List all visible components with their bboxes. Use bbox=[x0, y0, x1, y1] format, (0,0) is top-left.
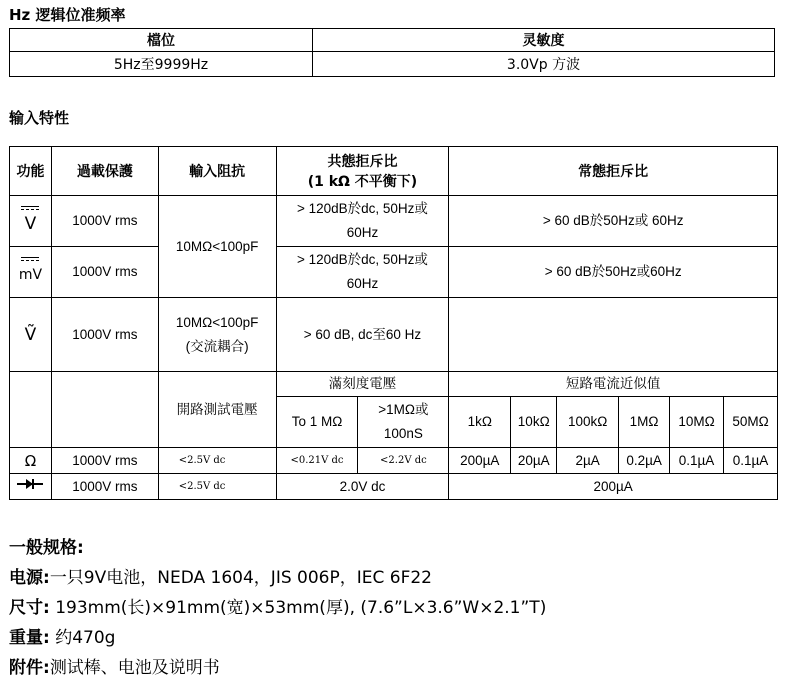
overload-header: 過載保護 bbox=[51, 147, 158, 196]
common-mode-title: 共態拒斥比 bbox=[327, 154, 398, 170]
ohm-current-1k: 200µA bbox=[449, 448, 511, 474]
vac-symbol: Ṽ bbox=[10, 298, 52, 372]
to-1m-header: To 1 MΩ bbox=[276, 397, 358, 448]
vac-normal bbox=[449, 298, 778, 372]
range-1m: 1MΩ bbox=[619, 397, 670, 448]
normal-mode-header: 常態拒斥比 bbox=[449, 147, 778, 196]
impedance-header: 輸入阻抗 bbox=[158, 147, 276, 196]
over-1m-header: >1MΩ或 100nS bbox=[358, 397, 449, 448]
range-1k: 1kΩ bbox=[449, 397, 511, 448]
range-header: 檔位 bbox=[10, 29, 313, 52]
common-mode-header bbox=[276, 147, 449, 196]
input-characteristics-table bbox=[9, 146, 778, 500]
ohm-overload: 1000V rms bbox=[51, 448, 158, 474]
ohm-current-10k: 20µA bbox=[511, 448, 557, 474]
dc-bar-icon bbox=[21, 257, 39, 261]
size-spec: 尺寸: 193mm(长)×91mm(宽)×53mm(厚), (7.6”L×3.6”W×2.1”T) bbox=[9, 598, 547, 618]
sensitivity-header: 灵敏度 bbox=[313, 29, 775, 52]
frequency-table bbox=[9, 28, 775, 77]
range-100k: 100kΩ bbox=[557, 397, 619, 448]
vdc-impedance: 10MΩ<100pF bbox=[158, 196, 276, 298]
mvdc-symbol: mV bbox=[10, 247, 52, 298]
vdc-symbol: V bbox=[10, 196, 52, 247]
ohm-icon: Ω bbox=[10, 448, 52, 474]
weight-spec: 重量: 约470g bbox=[9, 628, 116, 648]
diode-full-scale: 2.0V dc bbox=[276, 474, 449, 500]
range-value: 5Hz至9999Hz bbox=[10, 52, 313, 77]
dc-bar-icon bbox=[21, 206, 39, 210]
ohm-over-1m: <2.2V dc bbox=[358, 448, 449, 474]
ohm-current-1m: 0.2µA bbox=[619, 448, 670, 474]
range-50m: 50MΩ bbox=[724, 397, 778, 448]
open-circuit-header: 開路測試電壓 bbox=[158, 372, 276, 448]
short-circuit-header: 短路電流近似值 bbox=[449, 372, 778, 397]
vdc-normal: > 60 dB於50Hz或 60Hz bbox=[449, 196, 778, 247]
vdc-overload: 1000V rms bbox=[51, 196, 158, 247]
accessories-spec: 附件:测试棒、电池及说明书 bbox=[9, 658, 220, 678]
range-10m: 10MΩ bbox=[670, 397, 724, 448]
mvdc-normal: > 60 dB於50Hz或60Hz bbox=[449, 247, 778, 298]
vac-common: > 60 dB, dc至60 Hz bbox=[276, 298, 449, 372]
diode-open: <2.5V dc bbox=[158, 474, 276, 500]
ohm-current-50m: 0.1µA bbox=[724, 448, 778, 474]
ohm-open: <2.5V dc bbox=[158, 448, 276, 474]
sensitivity-value: 3.0Vp 方波 bbox=[313, 52, 775, 77]
vdc-common: > 120dB於dc, 50Hz或60Hz bbox=[276, 196, 449, 247]
ohm-to-1m: <0.21V dc bbox=[276, 448, 358, 474]
ohm-current-100k: 2µA bbox=[557, 448, 619, 474]
mvdc-common: > 120dB於dc, 50Hz或60Hz bbox=[276, 247, 449, 298]
diode-current: 200µA bbox=[449, 474, 778, 500]
range-10k: 10kΩ bbox=[511, 397, 557, 448]
section1-title: Hz 逻辑位准频率 bbox=[9, 6, 126, 24]
vac-impedance: 10MΩ<100pF (交流耦合) bbox=[158, 298, 276, 372]
ohm-current-10m: 0.1µA bbox=[670, 448, 724, 474]
general-specs-title: 一般规格: bbox=[9, 538, 84, 558]
vac-overload: 1000V rms bbox=[51, 298, 158, 372]
power-spec: 电源:一只9V电池，NEDA 1604，JIS 006P，IEC 6F22 bbox=[9, 568, 432, 588]
mvdc-overload: 1000V rms bbox=[51, 247, 158, 298]
blank-overload bbox=[51, 372, 158, 448]
section2-title: 输入特性 bbox=[9, 109, 70, 127]
common-mode-subtitle: (1 kΩ 不平衡下) bbox=[307, 174, 418, 190]
diode-icon bbox=[10, 474, 52, 500]
full-scale-header: 滿刻度電壓 bbox=[276, 372, 449, 397]
blank-function bbox=[10, 372, 52, 448]
diode-overload: 1000V rms bbox=[51, 474, 158, 500]
function-header: 功能 bbox=[10, 147, 52, 196]
